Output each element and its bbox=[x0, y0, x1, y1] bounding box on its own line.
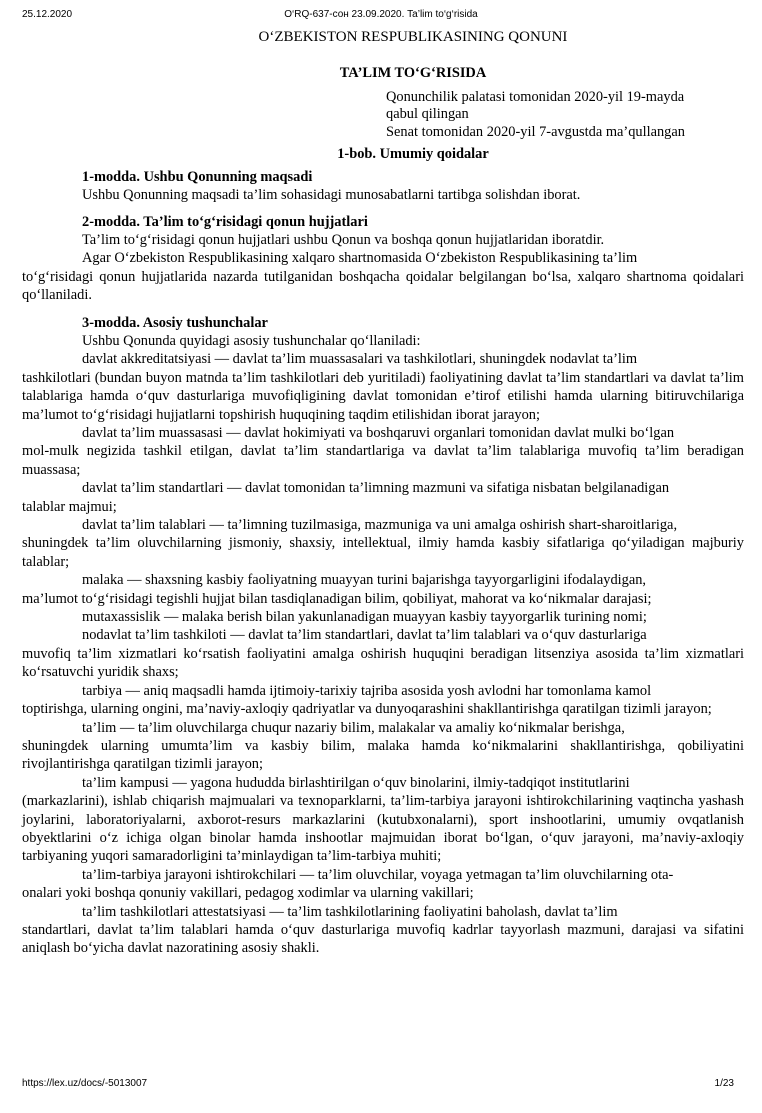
source-url: https://lex.uz/docs/-5013007 bbox=[22, 1078, 148, 1089]
definition-continuation: toptirishga, ularning ongini, ma’naviy-axloqiy qadriyatlar va dunyoqarashini shakllantirishga qaratilgan tizimli jarayon; bbox=[22, 701, 712, 718]
print-date: 25.12.2020 bbox=[22, 9, 73, 20]
paragraph-first-line: Agar O‘zbekiston Respublikasining xalqaro shartnomasida O‘zbekiston Respublikasining ta’lim bbox=[82, 250, 638, 267]
article-2-title: 2-modda. Ta’lim to‘g‘risidagi qonun hujjatlari bbox=[82, 213, 368, 230]
definition-first-line: ta’lim kampusi — yagona hududda birlashtirilgan o‘quv binolarini, ilmiy-tadqiqot institutlarini bbox=[82, 774, 630, 791]
article-2-paragraph bbox=[22, 249, 744, 304]
definition-first-line: davlat ta’lim muassasasi — davlat hokimiyati va boshqaruvi organlari tomonidan davlat mulki bo‘lgan bbox=[82, 425, 675, 441]
definition-continuation: shuningdek ta’lim oluvchilarning jismoniy, shaxsiy, intellektual, ilmiy hamda kasbiy sifatlariga qo‘yiladigan majburiy talablar; bbox=[22, 535, 744, 570]
definition-continuation: onalari yoki boshqa qonuniy vakillari, pedagog xodimlar va ularning vakillari; bbox=[22, 885, 474, 902]
adoption-line: Qonunchilik palatasi tomonidan 2020-yil 19-mayda bbox=[386, 88, 685, 105]
law-name: TA’LIM TO‘G‘RISIDA bbox=[339, 65, 487, 82]
article-1-title: 1-modda. Ushbu Qonunning maqsadi bbox=[82, 168, 313, 185]
definition-item bbox=[22, 626, 744, 681]
chapter-heading: 1-bob. Umumiy qoidalar bbox=[337, 146, 489, 163]
definition-item bbox=[22, 424, 744, 479]
definition-continuation: shuningdek ularning umumta’lim va kasbiy bilim, malaka hamda ko‘nikmalarini shakllantirishga, qobiliyatini rivojlantirishga qaratilgan tizimli jarayon; bbox=[22, 737, 744, 773]
definitions-list bbox=[22, 350, 744, 957]
article-1-text: Ushbu Qonunning maqsadi ta’lim sohasidagi munosabatlarni tartibga solishdan iborat. bbox=[82, 187, 581, 204]
definition-continuation: talablar majmui; bbox=[22, 498, 117, 515]
article-3-title: 3-modda. Asosiy tushunchalar bbox=[82, 314, 268, 331]
document-reference: O‘RQ-637-сон 23.09.2020. Ta’lim to‘g‘risida bbox=[284, 9, 478, 20]
definition-item bbox=[22, 516, 744, 571]
definition-item bbox=[22, 608, 744, 626]
definition-first-line: malaka — shaxsning kasbiy faoliyatning muayyan turini bajarishga tayyorgarligini ifodalaydigan, bbox=[82, 572, 647, 589]
definition-continuation: (markazlarini), ishlab chiqarish majmualari va texnoparklarni, ta’lim-tarbiya jarayoni ishtirokchilarining vaqtincha yashash joylarini, laboratoriyalarni, axborot-resurs markazlarini (kutubxonalarni), sport inshootlarini, umumiy ovqatlanish obyektlarini o‘z ichiga olgan binolar hamda inshootlar majmuidan iborat bo‘lgan, o‘quv jarayoni, ma’naviy-axloqiy tarbiyaning yuqori samaradorligini ta’minlaydigan ta’lim-tarbiya muhiti; bbox=[22, 793, 744, 865]
definition-continuation: tashkilotlari (bundan buyon matnda ta’lim tashkilotlari deb yuritiladi) faoliyatining davlat ta’lim standartlari va davlat ta’lim talablariga hamda o‘quv dasturlariga muvofiqligining davlat tomonidan e’tirof etilishi hamda ularning bitiruvchilariga ma’lumot to‘g‘risidagi hujjatlarni topshirish huquqining taqdim etilishidan iborat jarayon; bbox=[22, 369, 744, 423]
paragraph-continuation: to‘g‘risidagi qonun hujjatlarida nazarda tutilganidan boshqacha qoidalar belgilangan bo‘lsa, xalqaro shartnoma qoidalari qo‘llaniladi. bbox=[22, 268, 744, 304]
definition-first-line: ta’lim tashkilotlari attestatsiyasi — ta’lim tashkilotlarining faoliyatini baholash, davlat ta’lim bbox=[82, 903, 618, 920]
page-number: 1/23 bbox=[714, 1078, 734, 1089]
definition-item bbox=[22, 350, 744, 424]
definition-continuation: muvofiq ta’lim xizmatlari ko‘rsatish faoliyatini amalga oshirish huquqini beradigan litsenziya asosida ta’lim xizmatlari ko‘rsatuvchi yuridik shaxs; bbox=[22, 645, 744, 681]
article-2-paragraph: Ta’lim to‘g‘risidagi qonun hujjatlari ushbu Qonun va boshqa qonun hujjatlaridan iboratdir. bbox=[82, 231, 605, 248]
document-body bbox=[22, 28, 744, 958]
article-3-intro: Ushbu Qonunda quyidagi asosiy tushunchalar qo‘llaniladi: bbox=[82, 332, 421, 349]
definition-first-line: ta’lim-tarbiya jarayoni ishtirokchilari — ta’lim oluvchilar, voyaga yetmagan ta’lim oluvchilarning ota- bbox=[82, 866, 674, 883]
definition-first-line: davlat akkreditatsiyasi — davlat ta’lim muassasalari va tashkilotlari, shuningdek nodavlat ta’lim bbox=[82, 351, 638, 368]
definition-continuation: ma’lumot to‘g‘risidagi tegishli hujjat bilan tasdiqlanadigan bilim, qobiliyat, mahorat va ko‘nikmalar darajasi; bbox=[22, 590, 652, 607]
definition-first-line: tarbiya — aniq maqsadli hamda ijtimoiy-tarixiy tajriba asosida yosh avlodni har tomonlama kamol bbox=[82, 682, 652, 699]
definition-item bbox=[22, 866, 744, 903]
adoption-info bbox=[386, 89, 744, 142]
definition-first-line: ta’lim — ta’lim oluvchilarga chuqur nazariy bilim, malakalar va amaliy ko‘nikmalar berishga, bbox=[82, 719, 625, 736]
definition-item bbox=[22, 571, 744, 608]
definition-item bbox=[22, 903, 744, 958]
definition-item bbox=[22, 774, 744, 866]
adoption-line: Senat tomonidan 2020-yil 7-avgustda ma’qullangan bbox=[386, 123, 685, 140]
definition-first-line: davlat ta’lim talablari — ta’limning tuzilmasiga, mazmuniga va uni amalga oshirish shart-sharoitlariga, bbox=[82, 517, 678, 534]
definition-item bbox=[22, 479, 744, 516]
definition-continuation: mol-mulk negizida tashkil etilgan, davlat ta’lim standartlariga va davlat ta’lim talablariga muvofiq ta’lim beradigan muassasa; bbox=[22, 443, 744, 478]
definition-item bbox=[22, 682, 744, 719]
definition-first-line: mutaxassislik — malaka berish bilan yakunlanadigan muayyan kasbiy tayyorgarlik turining nomi; bbox=[82, 609, 647, 626]
definition-first-line: davlat ta’lim standartlari — davlat tomonidan ta’limning mazmuni va sifatiga nisbatan belgilanadigan bbox=[82, 480, 670, 497]
adoption-line: qabul qilingan bbox=[386, 106, 469, 123]
definition-item bbox=[22, 719, 744, 774]
law-title: O‘ZBEKISTON RESPUBLIKASINING QONUNI bbox=[258, 29, 568, 45]
definition-first-line: nodavlat ta’lim tashkiloti — davlat ta’lim standartlari, davlat ta’lim talablari va o‘quv dasturlariga bbox=[82, 627, 647, 644]
definition-continuation: standartlari, davlat ta’lim talablari hamda o‘quv dasturlariga muvofiq kadrlar tayyorlash mazmuni, darajasi va sifatini aniqlash bo‘yicha davlat nazoratining asosiy shakli. bbox=[22, 921, 744, 957]
